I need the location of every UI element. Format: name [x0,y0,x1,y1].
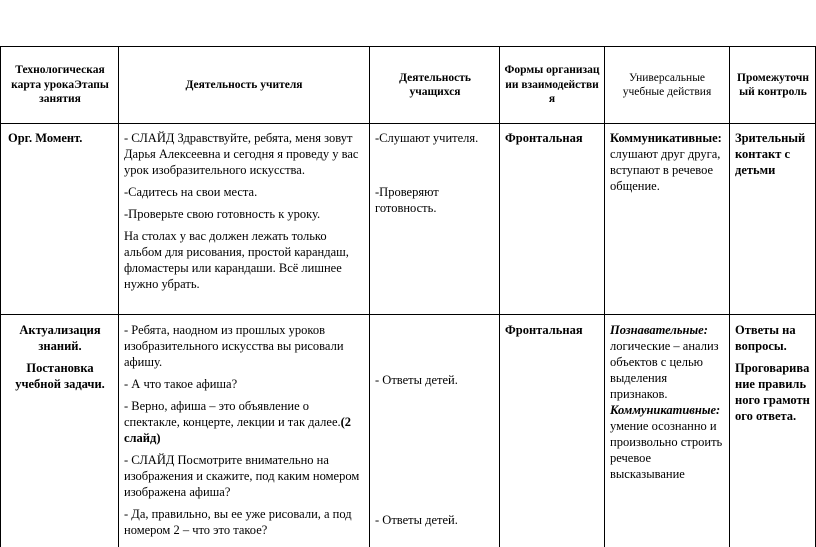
row1-uud [610,130,724,194]
row2-control-line: Проговаривание правильного грамотного ответа. [735,361,810,423]
row2-teacher-line: - А что такое афиша? [124,377,238,391]
row1-control [735,130,813,178]
table-col-divider [118,46,119,547]
row2-uud-communicative-text: умение осознанно и произвольно строить речевое высказывание [610,419,723,481]
row1-form-text: Фронтальная [505,131,583,145]
row2-uud [610,322,724,482]
row2-stage-line: Постановка учебной задачи. [15,361,105,391]
row2-uud-cognitive-text: логические – анализ объектов с целью выделения признаков. [610,339,719,401]
header-teacher-activity [122,50,366,120]
header-uud [608,50,726,120]
row2-form-text: Фронтальная [505,323,583,337]
row1-students [375,130,495,216]
table-col-divider [604,46,605,547]
row2-uud-communicative-title: Коммуникативные: [610,403,721,417]
row2-teacher-slide-note: (2 слайд) [124,415,352,445]
row2-teacher [124,322,364,544]
header-interaction-forms [503,50,601,120]
row2-teacher-line: - СЛАЙД Посмотрите внимательно на изображения и скажите, под каким номером изображена афиша? [124,453,360,499]
header-control [733,50,813,120]
row2-teacher-line [124,398,364,446]
row1-teacher-line: -Садитесь на свои места. [124,185,258,199]
header-stages [4,50,116,120]
table-col-divider [499,46,500,547]
row2-students-line: - Ответы детей. [375,513,458,527]
table-border-row1 [0,314,816,315]
header-interaction-forms-text: Формы организации взаимодействия [504,64,600,106]
row2-teacher-line: - Да, правильно, вы ее уже рисовали, а под номером 2 – что это такое? [124,507,352,537]
header-teacher-activity-text: Деятельность учителя [185,78,303,91]
row1-teacher-line: - СЛАЙД Здравствуйте, ребята, меня зовут Дарья Алексеевна и сегодня я проведу у вас урок изобразительного искусства. [124,131,359,177]
table-border-top [0,46,816,47]
header-student-activity [373,50,497,120]
row1-form [505,130,601,146]
row2-students [375,372,495,528]
row2-uud-cognitive-title: Познавательные: [610,323,708,337]
row1-teacher-line: На столах у вас должен лежать только альбом для рисования, простой карандаш, фломастеры или карандаши. Всё лишнее нужно убрать. [124,229,349,291]
row1-teacher-line: -Проверьте свою готовность к уроку. [124,207,321,221]
table-col-divider [729,46,730,547]
row1-students-line: -Слушают учителя. [375,131,479,145]
table-border-header [0,123,816,124]
row2-control-line: Ответы на вопросы. [735,323,796,353]
row2-control [735,322,813,430]
row2-teacher-line-text: - Верно, афиша – это объявление о спектакле, концерте, лекции и так далее. [124,399,341,429]
header-uud-text: Универсальные учебные действия [622,71,712,98]
row1-students-line: -Проверяют готовность. [375,185,439,215]
row2-stage-line: Актуализация знаний. [19,323,101,353]
header-stages-text: Технологическая карта урокаЭтапы занятия [11,64,109,106]
row1-stage-text: Орг. Момент. [8,131,83,145]
row1-control-text: Зрительный контакт с детьми [735,131,806,177]
row1-uud-text: слушают друг друга, вступают в речевое общение. [610,147,721,193]
header-student-activity-text: Деятельность учащихся [399,71,471,98]
row2-form [505,322,601,338]
header-control-text: Промежуточный контроль [737,71,809,98]
row1-teacher [124,130,364,298]
table-col-divider [369,46,370,547]
row1-uud-title: Коммуникативные: [610,131,722,145]
row2-students-line: - Ответы детей. [375,373,458,387]
row2-stage [4,322,116,398]
row2-teacher-line: - Ребята, наодном из прошлых уроков изобразительного искусства вы рисовали афишу. [124,323,344,369]
row1-stage [8,130,116,146]
table-col-divider [0,46,1,547]
